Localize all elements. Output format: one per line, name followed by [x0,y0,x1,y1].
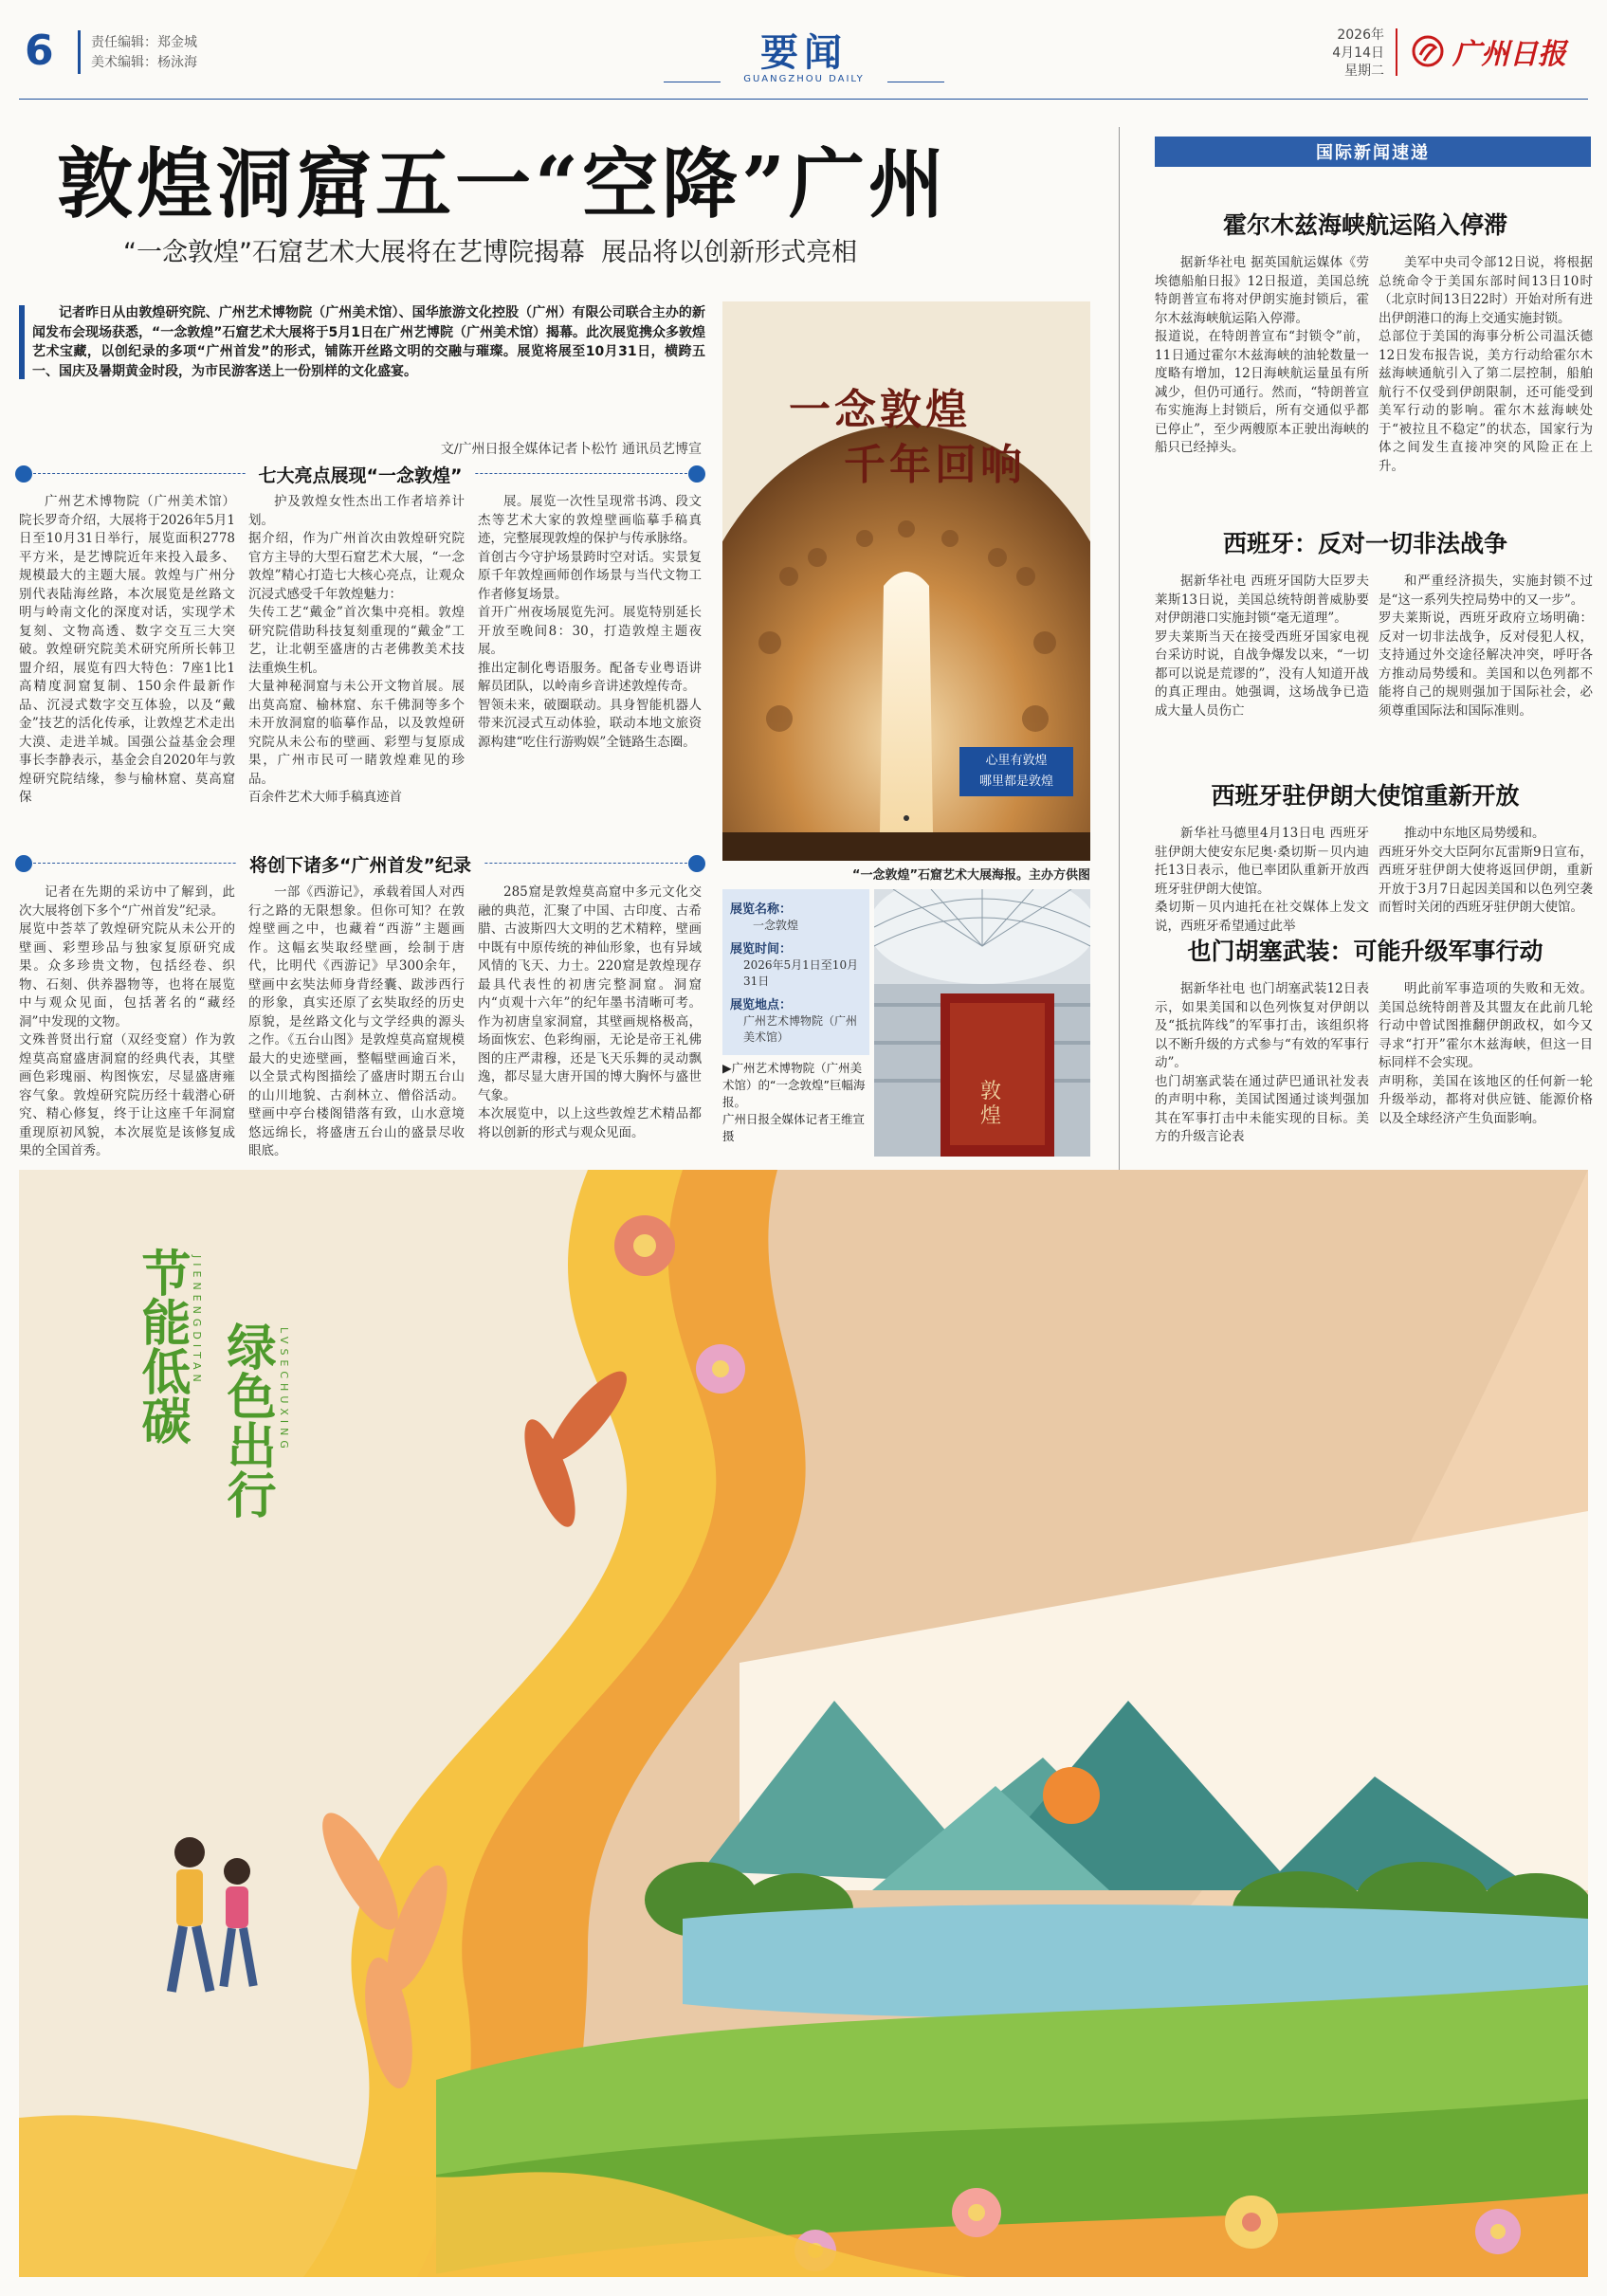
exhibition-poster [722,301,1090,861]
intro-accent-bar [19,305,25,379]
info-name-value: 一念敦煌 [753,919,799,932]
section-dot-icon [688,465,705,483]
section-dot-icon [688,855,705,872]
date-divider [1396,28,1397,76]
sec1-col2 [248,493,465,808]
sec2-col1-text: 记者在先期的采访中了解到，此次大展将创下多个“广州首发”纪录。 展览中荟萃了敦煌研究院从未公开的壁画、彩塑珍品与独家复原研究成果。众多珍贵文物，包括经卷、织物、石刻、供养器物等，也将在展览中与观众见面，包括著名的“藏经洞”中发现的文物。 文殊普贤出行窟（双经变窟）作为敦煌莫高窟盛唐洞窟的经典代表，其壁画色彩瑰丽、构图恢宏，尽显盛唐雍容气象。敦煌研究院历经十载潜心研究、精心修复，终于让这座千年洞窟重现原初风貌，本次展览是该修复成果的全国首秀。 [19,884,235,1158]
intl-story-1-title: 霍尔木兹海峡航运陷入停滞 [1222,211,1507,239]
section-heading-firsts [19,851,702,876]
sec2-col2 [248,884,465,1161]
sec1-col3-text: 展。展览一次性呈现常书鸿、段文杰等艺术大家的敦煌壁画临摹手稿真迹，完整展现敦煌的保护与传承脉络。 首创古今守护场景跨时空对话。实景复原千年敦煌画师创作场景与当代文物工作者修复场景。 首开广州夜场展览先河。展览特别延长开放至晚间8：30，打造敦煌主题夜展。 推出定制化粤语服务。配备专业粤语讲解员团队，以岭南乡音讲述敦煌传奇。 智领未来，破圈联动。具身智能机器人带来沉浸式互动体验，联动本地文旅资源构建“吃住行游购娱”全链路生态圈。 [478,494,702,750]
poster-caption: “一念敦煌”石窟艺术大展海报。主办方供图 [851,868,1090,883]
intl-story-3-title: 西班牙驻伊朗大使馆重新开放 [1211,782,1520,810]
section-title-firsts: 将创下诸多“广州首发”纪录 [236,851,484,877]
intl-story-4-right-text: 明此前军事造项的失败和无效。美国总统特朗普及其盟友在此前几轮行动中曾试图推翻伊朗政权，如今又寻求“打开”霍尔木兹海峡，但这一目标同样不会实现。 声明称，美国在该地区的任何新一轮升级举动，都将对供应链、能源价格以及全球经济产生负面影响。 [1379,981,1593,1126]
info-place-value: 广州艺术博物院（广州美术馆） [743,1014,858,1044]
sec1-col3 [478,493,702,752]
lead-byline: 文/广州日报全媒体记者卜松竹 通讯员艺博宣 [440,442,702,457]
issue-weekday: 星期二 [1344,64,1384,79]
poster-title-2: 千年回响 [844,441,1026,489]
intl-banner [1155,137,1591,167]
section-title-highlights: 七大亮点展现“一念敦煌” [246,462,476,487]
intl-story-3-right-text: 推动中东地区局势缓和。 西班牙外交大臣阿尔瓦雷斯9日宣布，西班牙驻伊朗大使将返回伊朗，重新开放于3月7日起因美国和以色列空袭而暂时关闭的西班牙驻伊朗大使馆。 [1379,826,1593,915]
sec2-col3 [478,884,702,1142]
ad-pinyin-2: LVSECHUXING [278,1327,290,1453]
svg-text:敦: 敦 [980,1080,1002,1103]
sec2-col1 [19,884,235,1161]
intl-story-2-right-text: 和严重经济损失，实施封锁不过是“这一系列失控局势中的又一步”。 罗夫莱斯说，西班牙政府立场明确：反对一切非法战争，反对侵犯人权，支持通过外交途径解决冲突，呼吁各方推动局势缓和。美国和以色列都不能将自己的规则强加于国际社会，必须尊重国际法和国际准则。 [1379,574,1593,719]
sec1-col2-text: 护及敦煌女性杰出工作者培养计划。 据介绍，作为广州首次由敦煌研究院官方主导的大型石窟艺术大展，“一念敦煌”精心打造七大核心亮点，让观众沉浸式感受千年敦煌魅力： 失传工艺“戴金”首次集中亮相。敦煌研究院借助科技复刻重现的“戴金”工艺，让北朝至盛唐的古老佛教美术技法重焕生机。 大量神秘洞窟与未公开文物首展。展出莫高窟、榆林窟、东千佛洞等多个未开放洞窟的临摹作品，以及敦煌研究院从未公布的壁画、彩塑与复原成果，广州市民可一睹敦煌难见的珍品。 百余件艺术大师手稿真迹首 [248,494,465,805]
svg-text:煌: 煌 [980,1104,1002,1128]
intl-story-3-right [1379,825,1593,918]
info-place-label: 展览地点： [730,998,793,1012]
intl-story-4-right [1379,980,1593,1128]
poster-title-1: 一念敦煌 [789,386,971,434]
page-number: 6 [25,27,54,75]
intl-story-2-title: 西班牙：反对一切非法战争 [1222,530,1507,557]
green-travel-ad [19,1170,1588,2277]
sec2-col2-text: 一部《西游记》，承载着国人对西行之路的无限想象。但你可知？在敦煌壁画之中，也藏着“西游”主题画作。这幅玄奘取经壁画，绘制于唐代，比明代《西游记》早300余年，壁画中玄奘法师身背经囊、跋涉西行的形象，真实还原了玄奘取经的历史原貌，是丝路文化与文学经典的源头之作。《五台山图》是敦煌莫高窟规模最大的史迹壁画，整幅壁画逾百米，以全景式构图描绘了盛唐时期五台山的山川地貌、古刹林立、僧俗活动。壁画中亭台楼阁错落有致，山水意境悠远绵长，将盛唐五台山的盛景尽收眼底。 [248,884,465,1158]
masthead [0,0,1607,104]
section-heading-highlights [19,462,702,486]
intl-story-4-left [1155,980,1369,1147]
paper-logo [1411,32,1591,70]
intl-story-2-left-text: 据新华社电 西班牙国防大臣罗夫莱斯13日说，美国总统特朗普威胁要对伊朗港口实施封锁“毫无道理”。 罗夫莱斯当天在接受西班牙国家电视台采访时说，自战争爆发以来，“一切都可以说是荒谬的”，没有人知道开战的真正理由。她强调，这场战争已造成大量人员伤亡 [1155,574,1369,719]
intl-story-1-right [1379,254,1593,476]
intl-story-3-left [1155,825,1369,936]
photo-caption: ▶广州艺术博物院（广州美术馆）的“一念敦煌”巨幅海报。 广州日报全媒体记者王维宣 摄 [722,1061,866,1143]
intl-story-1-left [1155,254,1369,458]
sec1-col1-text: 广州艺术博物院（广州美术馆）院长罗奇介绍，大展将于2026年5月1日至10月31日举行，展览面积2778平方米，是艺博院近年来投入最多、规模最大的主题大展。敦煌与广州分别代表陆海丝路，本次展览是丝路文明与岭南文化的深度对话，实现学术复刻、文物高透、数字交互三大突破。敦煌研究院美术研究所所长韩卫盟介绍，展览有四大特色：7座1比1高精度洞窟复制、150余件最新作品、沉浸式数字交互体验，以及“戴金”技艺的活化传承，让敦煌艺术走出大漠、走进羊城。国强公益基金会理事长李静表示，基金会自2020年与敦煌研究院结缘，参与榆林窟、莫高窟保 [19,494,235,805]
art-editor-line: 美术编辑：杨泳海 [91,55,197,70]
poster-tagline: 心里有敦煌 哪里都是敦煌 [959,747,1073,796]
museum-photo [874,889,1090,1157]
museum-atrium-illustration [874,889,1090,1157]
right-column-divider [1119,127,1120,1170]
ad-title-2: 绿色出行 [218,1321,275,1519]
intl-story-3-left-text: 新华社马德里4月13日电 西班牙驻伊朗大使安东尼奥·桑切斯－贝内迪托13日表示，他已率团队重新开放西班牙驻伊朗大使馆。 桑切斯－贝内迪托在社交媒体上发文说，西班牙希望通过此举 [1155,826,1369,934]
lead-intro: 记者昨日从由敦煌研究院、广州艺术博物院（广州美术馆）、国华旅游文化控股（广州）有限公司联合主办的新闻发布会现场获悉，“一念敦煌”石窟艺术大展将于5月1日在广州艺博院（广州美术馆）揭幕。此次展览携众多敦煌艺术宝藏，以创纪录的多项“广州首发”的形式，铺陈开丝路文明的交融与璀璨。展览将展至10月31日，横跨五一、国庆及暑期黄金时段，为市民游客送上一份别样的文化盛宴。 [32,305,705,379]
sec2-col3-text: 285窟是敦煌莫高窟中多元文化交融的典范，汇聚了中国、古印度、古希腊、古波斯四大文明的艺术精粹，壁画中既有中原传统的神仙形象，也有异域风情的飞天、力士。220窟是敦煌现存最具代表性的初唐完整洞窟。洞窟内“贞观十六年”的纪年墨书清晰可考。作为初唐皇家洞窟，其壁画规格极高，场面恢宏、色彩绚丽，无论是帝王礼佛图的庄严肃穆，还是飞天乐舞的灵动飘逸，都尽显大唐开国的博大胸怀与盛世气象。 本次展览中，以上这些敦煌艺术精品都将以创新的形式与观众见面。 [478,884,702,1140]
editor-line: 责任编辑：郑金城 [91,35,197,50]
masthead-bottom-rule [19,99,1588,100]
intl-banner-title: 国际新闻速递 [1316,143,1430,163]
ad-title-1: 节能低碳 [133,1248,190,1445]
ad-pinyin-1: JIENENGDITAN [191,1255,203,1387]
intl-story-4-title: 也门胡塞武装：可能升级军事行动 [1187,938,1543,965]
section-title: 要闻 [760,31,848,75]
page-number-divider [78,30,81,74]
info-name-label: 展览名称： [730,902,793,917]
info-time-value: 2026年5月1日至10月31日 [743,958,859,988]
paper-logo-icon [1411,34,1445,68]
info-time-label: 展览时间： [730,942,793,957]
issue-year: 2026年 [1337,27,1384,43]
paper-name: 广州日报 [1452,38,1566,71]
issue-date: 4月14日 [1332,46,1384,61]
section-dot-icon [15,855,32,872]
intl-story-4-left-text: 据新华社电 也门胡塞武装12日表示，如果美国和以色列恢复对伊朗以及“抵抗阵线”的军事打击，该组织将以不断升级的方式参与“有效的军事行动”。 也门胡塞武装在通过萨巴通讯社发表的声明中称，美国试图通过谈判强加其在军事打击中未能实现的目标。美方的升级言论表 [1155,981,1369,1144]
intl-story-1-left-text: 据新华社电 据英国航运媒体《劳埃德船舶日报》12日报道，美国总统特朗普宣布将对伊朗实施封锁后，霍尔木兹海峡航运陷入停滞。 报道说，在特朗普宣布“封锁令”前，11日通过霍尔木兹海峡的油轮数量一度略有增加，12日海峡航运量虽有所减少，但仍可通行。然而，“特朗普宣布实施海上封锁后，所有交通似乎都已停止”，至少两艘原本正驶出海峡的船只已经掉头。 [1155,255,1369,455]
section-subtitle: GUANGZHOU DAILY [743,74,865,84]
sec1-col1 [19,493,235,808]
lead-headline: 敦煌洞窟五一“空降”广州 [57,139,949,228]
intl-story-2-left [1155,573,1369,720]
lead-subhead: “一念敦煌”石窟艺术大展将在艺博院揭幕 展品将以创新形式亮相 [123,238,858,267]
intl-story-1-right-text: 美军中央司令部12日说，将根据总统命令于美国东部时间13日10时（北京时间13日22时）开始对所有进出伊朗港口的海上交通实施封锁。 总部位于美国的海事分析公司温沃德12日发布报告说，美方行动给霍尔木兹海峡通航引入了第二层控制，船舶航行不仅受到伊朗限制，还可能受到美军行动的影响。霍尔木兹海峡处于“被拉且不稳定”的状态，国家行为体之间发生直接冲突的风险正在上升。 [1379,255,1593,474]
section-dot-icon [15,465,32,483]
exhibition-info-box [722,889,869,1055]
intl-story-2-right [1379,573,1593,720]
